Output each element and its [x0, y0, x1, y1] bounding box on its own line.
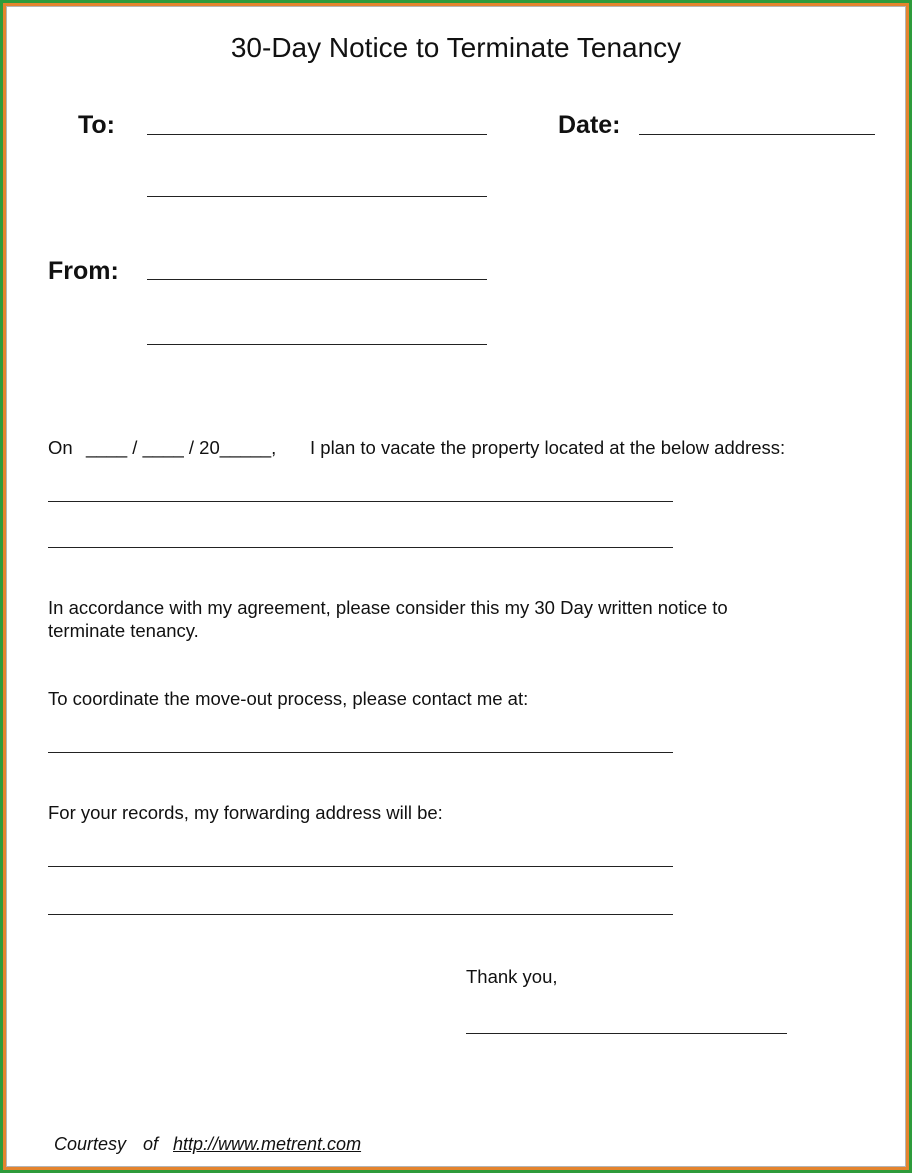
vacate-text: I plan to vacate the property located at the below address: [310, 437, 786, 458]
address-line-2[interactable] [48, 547, 673, 548]
courtesy-label: Courtesy [54, 1134, 127, 1154]
from-label: From: [48, 257, 119, 285]
date-label: Date: [558, 111, 621, 139]
page-title: 30-Day Notice to Terminate Tenancy [230, 32, 682, 63]
forwarding-line-1[interactable] [48, 866, 673, 867]
vacate-date-blank[interactable]: ____ / ____ / 20_____, [86, 437, 277, 458]
courtesy-of: of [143, 1134, 159, 1154]
closing-text: Thank you, [466, 966, 558, 987]
document-page [6, 6, 906, 1167]
contact-line[interactable] [48, 752, 673, 753]
courtesy-link[interactable]: http://www.metrent.com [173, 1134, 362, 1154]
from-line-2[interactable] [147, 344, 487, 345]
date-line[interactable] [639, 134, 875, 135]
contact-text: To coordinate the move-out process, please contact me at: [48, 688, 529, 709]
forwarding-text: For your records, my forwarding address will be: [48, 802, 443, 823]
address-line-1[interactable] [48, 501, 673, 502]
to-line-1[interactable] [147, 134, 487, 135]
notice-line-2: terminate tenancy. [48, 620, 199, 641]
forwarding-line-2[interactable] [48, 914, 673, 915]
from-line-1[interactable] [147, 279, 487, 280]
to-line-2[interactable] [147, 196, 487, 197]
to-label: To: [78, 111, 116, 139]
vacate-on: On [48, 437, 73, 458]
signature-line[interactable] [466, 1033, 787, 1034]
courtesy-link-wrap [173, 1133, 361, 1155]
notice-line-1: In accordance with my agreement, please consider this my 30 Day written notice to [48, 597, 728, 618]
